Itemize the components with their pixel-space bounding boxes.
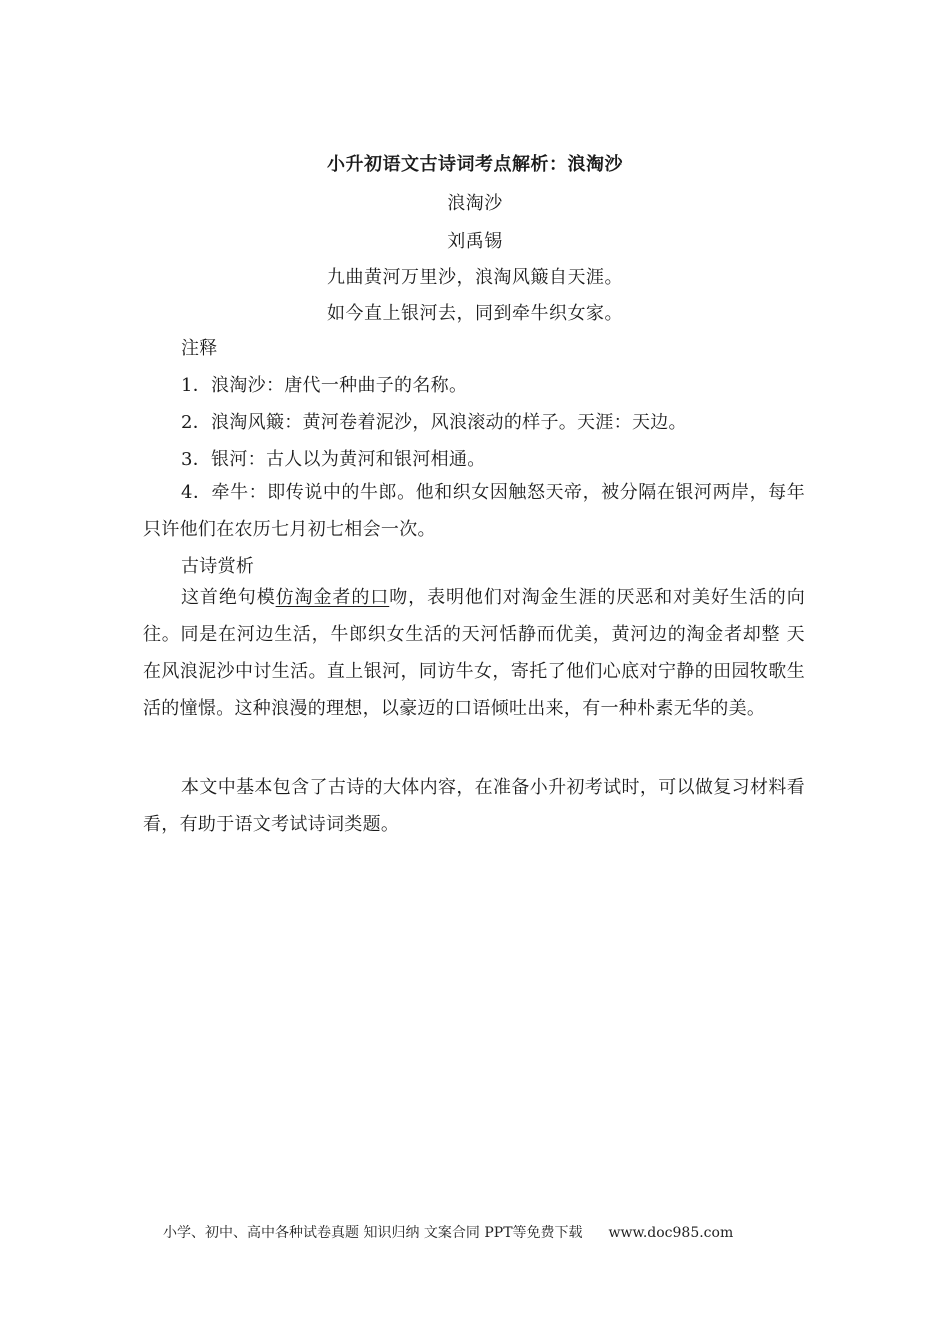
note-item-3: 3．银河：古人以为黄河和银河相通。 bbox=[181, 449, 486, 470]
footer-site-link[interactable]: www.doc985.com bbox=[608, 1225, 734, 1241]
note-item-1: 1．浪淘沙：唐代一种曲子的名称。 bbox=[181, 375, 468, 396]
document-title: 小升初语文古诗词考点解析：浪淘沙 bbox=[327, 154, 623, 175]
closing-paragraph: 本文中基本包含了古诗的大体内容，在准备小升初考试时，可以做复习材料看看，有助于语文考试诗词类题。 bbox=[143, 777, 805, 835]
poem-title: 浪淘沙 bbox=[447, 193, 503, 214]
poem-author: 刘禹锡 bbox=[447, 231, 503, 252]
analysis-underlined-text: 仿淘金者的口 bbox=[275, 587, 390, 608]
notes-heading: 注释 bbox=[181, 338, 218, 359]
analysis-heading: 古诗赏析 bbox=[181, 556, 255, 577]
poem-line-2: 如今直上银河去，同到牵牛织女家。 bbox=[327, 303, 623, 324]
analysis-text-start: 这首绝句模 bbox=[181, 587, 276, 608]
poem-line-1: 九曲黄河万里沙，浪淘风簸自天涯。 bbox=[327, 267, 623, 288]
analysis-paragraph bbox=[143, 579, 805, 727]
note-item-2: 2．浪淘风簸：黄河卷着泥沙，风浪滚动的样子。天涯：天边。 bbox=[181, 412, 687, 433]
note-item-4: 4．牵牛：即传说中的牛郎。他和织女因触怒天帝，被分隔在银河两岸，每年只许他们在农历七月初七相会一次。 bbox=[143, 482, 805, 540]
footer-text: 小学、初中、高中各种试卷真题 知识归纳 文案合同 PPT等免费下载 bbox=[163, 1225, 583, 1241]
analysis-text-end: 吻，表明他们对淘金生涯的厌恶和对美好生活的向往。同是在河边生活，牛郎织女生活的天河恬静而优美，黄河边的淘金者却整 天在风浪泥沙中讨生活。直上银河，同访牛女，寄托了他们心底对宁静的田园牧歌生活的憧憬。这种浪漫的理想，以豪迈的口语倾吐出来，有一种朴素无华的美。 bbox=[143, 587, 805, 719]
page-footer bbox=[163, 1222, 803, 1242]
